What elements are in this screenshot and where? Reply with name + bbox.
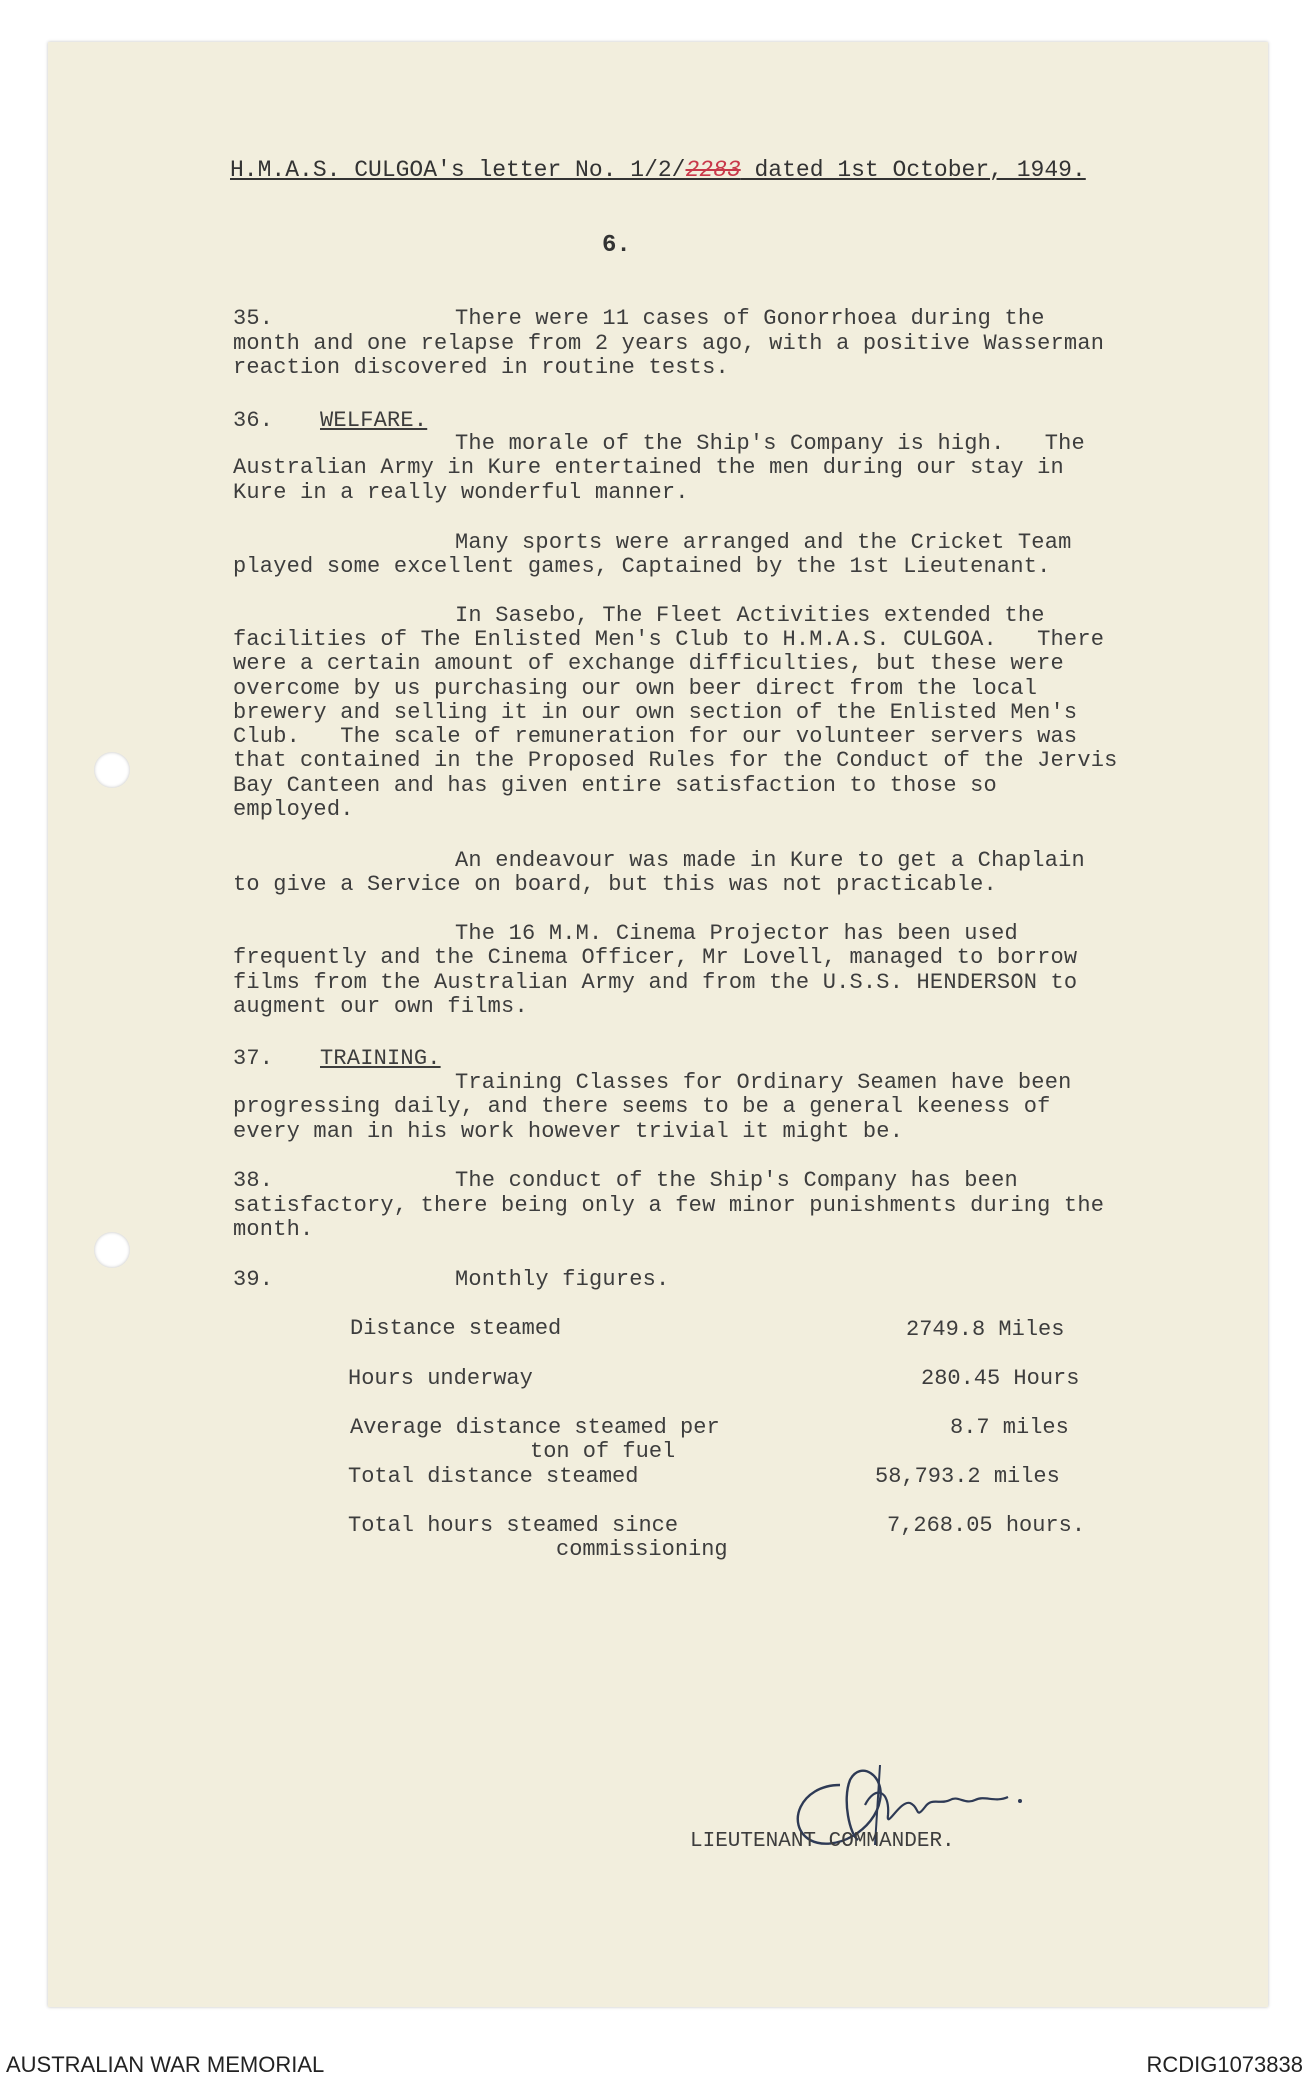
welfare-line: Bay Canteen and has given entire satisfaction to those so [233,773,997,798]
page-number: 6. [602,232,631,259]
welfare-line: The 16 M.M. Cinema Projector has been used [455,921,1018,946]
para-36-number: 36. [233,408,274,433]
welfare-line: played some excellent games, Captained by the 1st Lieutenant. [233,554,1051,579]
welfare-line: An endeavour was made in Kure to get a Chaplain [455,848,1085,873]
training-line: Training Classes for Ordinary Seamen have been [455,1070,1072,1095]
welfare-line: overcome by us purchasing our own beer direct from the local [233,676,1038,701]
welfare-line: In Sasebo, The Fleet Activities extended the [455,603,1045,628]
signatory-title: LIEUTENANT COMMANDER. [690,1830,955,1853]
letter-header [230,157,1086,183]
welfare-line: The morale of the Ship's Company is high. The [455,431,1085,456]
welfare-line: Kure in a really wonderful manner. [233,480,689,505]
welfare-line: that contained in the Proposed Rules for the Conduct of the Jervis [233,748,1118,773]
para-35-line: There were 11 cases of Gonorrhoea during the [455,306,1045,331]
welfare-line: facilities of The Enlisted Men's Club to H.M.A.S. CULGOA. There [233,627,1105,652]
figure-value: 280.45 Hours [921,1366,1080,1391]
welfare-heading: WELFARE. [320,408,428,433]
para-35-line: month and one relapse from 2 years ago, with a positive Wasserman [233,331,1105,356]
footer-record-id: RCDIG1073838 [1146,2052,1303,2077]
para-38-number: 38. [233,1168,274,1193]
figure-label: Distance steamed [350,1316,562,1341]
footer-archive-name: AUSTRALIAN WAR MEMORIAL [6,2052,325,2077]
figure-label-cont: ton of fuel [530,1439,676,1464]
welfare-line: augment our own films. [233,994,528,1019]
welfare-line: Club. The scale of remuneration for our volunteer servers was [233,724,1078,749]
figure-value: 8.7 miles [950,1415,1069,1440]
training-heading: TRAINING. [320,1046,441,1071]
training-line: progressing daily, and there seems to be a general keeness of [233,1094,1051,1119]
welfare-line: were a certain amount of exchange difficulties, but these were [233,651,1064,676]
figure-label-cont: commissioning [556,1537,728,1562]
para-38-line: The conduct of the Ship's Company has been [455,1168,1018,1193]
figure-value: 2749.8 Miles [906,1317,1065,1342]
welfare-line: employed. [233,797,354,822]
para-35-number: 35. [233,306,274,331]
header-date: dated 1st October, 1949. [740,157,1086,183]
punch-hole [94,752,130,788]
letter-ref-number: 2283 [685,157,741,183]
para-35-line: reaction discovered in routine tests. [233,355,729,380]
figure-value: 7,268.05 hours. [887,1513,1086,1538]
figure-label: Hours underway [348,1366,533,1391]
welfare-line: to give a Service on board, but this was not practicable. [233,872,997,897]
header-prefix: H.M.A.S. CULGOA's letter No. 1/2/ [230,157,686,183]
para-38-line: satisfactory, there being only a few minor punishments during the [233,1193,1105,1218]
para-39-number: 39. [233,1267,274,1292]
welfare-line: Many sports were arranged and the Cricket Team [455,530,1072,555]
punch-hole [94,1232,130,1268]
para-38-line: month. [233,1217,314,1242]
welfare-line: films from the Australian Army and from the U.S.S. HENDERSON to [233,970,1078,995]
welfare-line: brewery and selling it in our own section of the Enlisted Men's [233,700,1078,725]
training-line: every man in his work however trivial it might be. [233,1119,904,1144]
figure-label: Total distance steamed [348,1464,639,1489]
figure-value: 58,793.2 miles [875,1464,1060,1489]
welfare-line: Australian Army in Kure entertained the men during our stay in [233,455,1064,480]
welfare-line: frequently and the Cinema Officer, Mr Lovell, managed to borrow [233,945,1078,970]
figure-label: Total hours steamed since [348,1513,679,1538]
figure-label: Average distance steamed per [350,1415,720,1440]
monthly-figures-heading: Monthly figures. [455,1267,670,1292]
para-37-number: 37. [233,1046,274,1071]
